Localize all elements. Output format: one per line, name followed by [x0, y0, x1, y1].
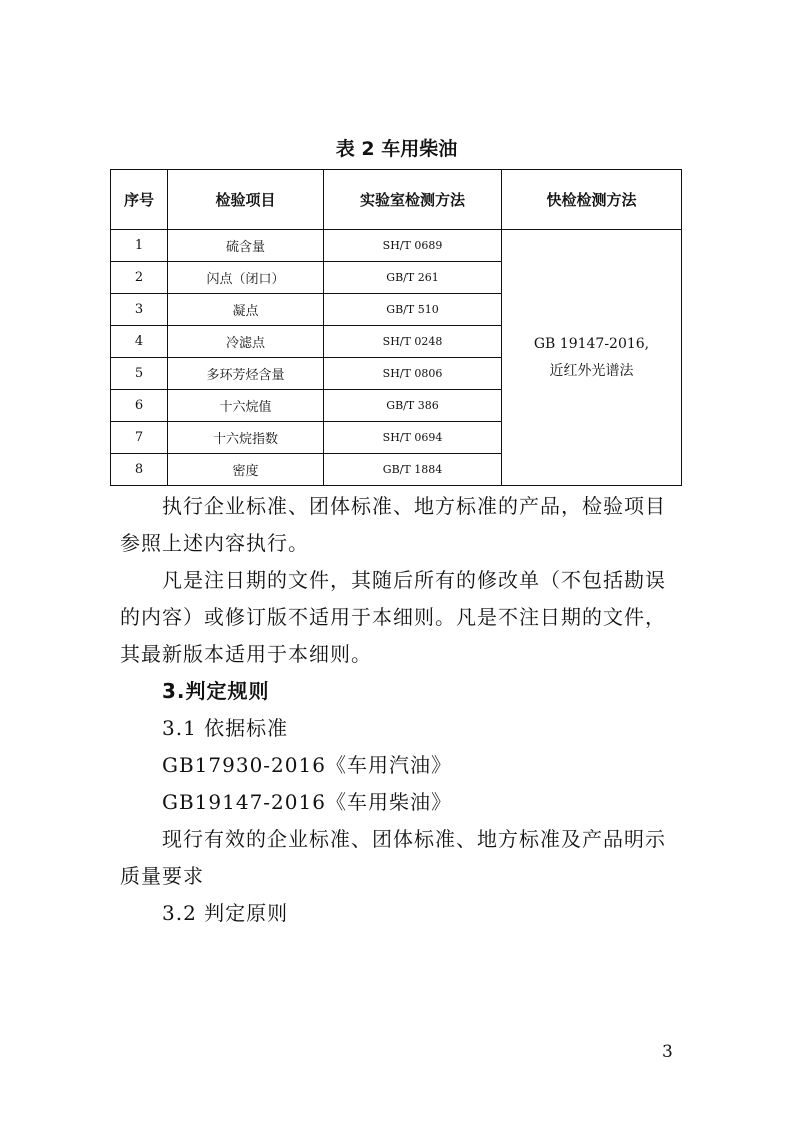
row-item: 冷滤点 [168, 326, 324, 358]
diesel-inspection-table [110, 169, 682, 486]
row-lab-method: GB/T 386 [324, 390, 502, 422]
row-lab-method: GB/T 510 [324, 294, 502, 326]
quick-method-line1: GB 19147-2016, [533, 335, 650, 352]
row-lab-method: GB/T 1884 [324, 454, 502, 486]
quick-method-line2: 近红外光谱法 [549, 362, 634, 379]
row-item: 密度 [168, 454, 324, 486]
subsection-judgment-principles: 3.2 判定原则 [162, 901, 289, 925]
row-item: 闪点（闭口） [168, 262, 324, 294]
table-row [111, 230, 682, 262]
row-no: 1 [111, 230, 168, 262]
row-item: 硫含量 [168, 230, 324, 262]
standard-gasoline: GB17930-2016《车用汽油》 [162, 753, 452, 777]
row-item: 十六烷值 [168, 390, 324, 422]
row-no: 2 [111, 262, 168, 294]
header-quick-method: 快检检测方法 [502, 170, 682, 230]
paragraph-scope: 执行企业标准、团体标准、地方标准的产品，检验项目参照上述内容执行。 [120, 494, 666, 555]
row-item: 凝点 [168, 294, 324, 326]
table-header-row [111, 170, 682, 230]
paragraph-valid-standards: 现行有效的企业标准、团体标准、地方标准及产品明示质量要求 [120, 827, 666, 888]
quick-method-cell [502, 230, 682, 486]
row-item: 多环芳烃含量 [168, 358, 324, 390]
row-no: 7 [111, 422, 168, 454]
standard-diesel: GB19147-2016《车用柴油》 [162, 790, 452, 814]
row-no: 8 [111, 454, 168, 486]
paragraph-dated-documents: 凡是注日期的文件，其随后所有的修改单（不包括勘误的内容）或修订版不适用于本细则。凡是不注日期的文件，其最新版本适用于本细则。 [120, 568, 666, 666]
header-no: 序号 [111, 170, 168, 230]
row-no: 6 [111, 390, 168, 422]
section-heading-judgment-rules: 3.判定规则 [162, 679, 270, 703]
row-lab-method: GB/T 261 [324, 262, 502, 294]
table-caption: 表 2 车用柴油 [335, 138, 458, 160]
page-number: 3 [662, 1042, 673, 1062]
row-lab-method: SH/T 0689 [324, 230, 502, 262]
row-no: 5 [111, 358, 168, 390]
subsection-basis-standards: 3.1 依据标准 [162, 716, 289, 740]
row-lab-method: SH/T 0248 [324, 326, 502, 358]
row-lab-method: SH/T 0694 [324, 422, 502, 454]
row-item: 十六烷指数 [168, 422, 324, 454]
header-lab-method: 实验室检测方法 [324, 170, 502, 230]
row-no: 4 [111, 326, 168, 358]
row-no: 3 [111, 294, 168, 326]
row-lab-method: SH/T 0806 [324, 358, 502, 390]
header-item: 检验项目 [168, 170, 324, 230]
